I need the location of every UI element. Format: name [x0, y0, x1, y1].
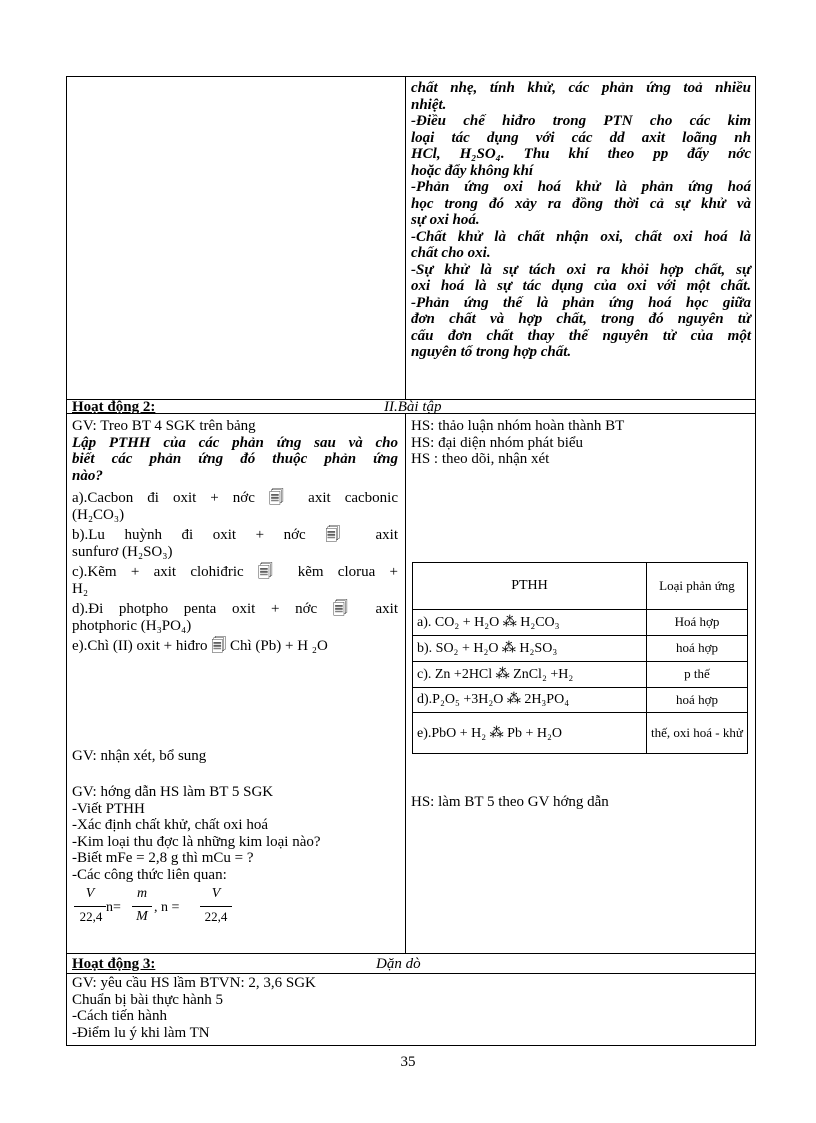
activity2-student-text [411, 418, 751, 468]
reaction-item: b).Lu huỳnh đi oxit + nớc 🗐 axit [72, 527, 398, 543]
exercise5-guide [72, 784, 398, 883]
reaction-item: d).Đi photpho penta oxit + nớc 🗐 axit [72, 601, 398, 617]
formula-numerator: m [136, 886, 148, 901]
summary-line: chất nhẹ, tính khử, các phản ứng toả nhiều [411, 80, 751, 96]
student-line: HS: đại diện nhóm phát biểu [411, 434, 584, 451]
guide-line: -Xác định chất khử, chất oxi hoá [72, 817, 268, 833]
summary-line: nhiệt. [411, 96, 447, 113]
activity2-title: II.Bài tập [384, 399, 442, 415]
fraction-bar [74, 906, 106, 907]
col-divider-top [405, 77, 406, 399]
row-divider-3 [67, 953, 755, 954]
summary-line: cấu đơn chất thay thế nguyên tử của một [411, 327, 751, 344]
homework-line: -Điểm lu ý khi làm TN [72, 1024, 210, 1041]
formula-denominator: M [136, 909, 148, 924]
guide-line: -Viết PTHH [72, 800, 145, 817]
summary-line: -Điều chế hiđro trong PTN cho các kim [411, 113, 751, 129]
formula-denominator: 22,4 [204, 909, 228, 924]
formula-numerator: V [211, 886, 221, 901]
reaction-item: photphoric (H₃PO₄) [72, 617, 192, 634]
student-bt5: HS: làm BT 5 theo GV hớng dẫn [411, 794, 609, 810]
guide-line: -Kim loại thu đợc là những kim loại nào? [72, 833, 321, 850]
table-row [413, 713, 748, 754]
table-header-row [413, 563, 748, 610]
homework-line: -Cách tiến hành [72, 1008, 167, 1024]
exercise-prompt-line: biết các phản ứng đó thuộc phản ứng [72, 451, 398, 467]
summary-line: loại tác dụng với các dd axit loãng nh [411, 129, 751, 146]
activity3-heading: Hoạt động 3: [72, 956, 156, 972]
summary-line: học trong đó xảy ra đồng thời cả sự khử và [411, 195, 751, 212]
homework-line: Chuẩn bị bài thực hành 5 [72, 991, 224, 1008]
summary-line: -Phản ứng oxi hoá khử là phản ứng hoá [411, 179, 751, 195]
teacher-line: GV: Treo BT 4 SGK trên bảng [72, 418, 256, 434]
reaction-item: (H₂CO₃) [72, 506, 125, 523]
activity2-teacher-text [72, 418, 398, 655]
exercise-prompt-line: Lập PTHH của các phản ứng sau và cho [72, 434, 398, 451]
guide-line: GV: hớng dẫn HS làm BT 5 SGK [72, 784, 274, 800]
reaction-item: H₂ [72, 580, 89, 597]
reaction-item: a).Cacbon đi oxit + nớc 🗐 axit cacbonic [72, 490, 398, 506]
teacher-feedback: GV: nhận xét, bổ sung [72, 748, 207, 764]
summary-line: HCl, H₂SO₄. Thu khí theo pp đẩy nớc [411, 146, 751, 162]
activity3-text [72, 975, 672, 1041]
student-line: HS : theo dõi, nhận xét [411, 451, 550, 467]
summary-line: nguyên tố trong hợp chất. [411, 344, 572, 360]
equation-cell: a). CO₂ + H₂O ⁂ H₂CO₃ [413, 609, 647, 635]
formula-numerator: V [85, 886, 95, 901]
reaction-item: sunfurơ (H₂SO₃) [72, 543, 173, 560]
exercise-prompt-line: nào? [72, 467, 103, 484]
page-number: 35 [400, 1054, 416, 1070]
equation-cell: e).PbO + H₂ ⁂ Pb + H₂O [413, 713, 647, 754]
table-header-pthh: PTHH [413, 563, 647, 610]
equation-cell: b). SO₂ + H₂O ⁂ H₂SO₃ [413, 635, 647, 661]
reaction-type-cell: hoá hợp [647, 635, 748, 661]
equation-cell: d).P₂O₅ +3H₂O ⁂ 2H₃PO₄ [413, 687, 647, 713]
activity3-title: Dặn dò [376, 956, 421, 972]
guide-line: -Biết mFe = 2,8 g thì mCu = ? [72, 850, 254, 866]
reaction-type-cell: Hoá hợp [647, 609, 748, 635]
summary-line: -Phản ứng thế là phản ứng hoá học giữa [411, 294, 751, 311]
table-row [413, 661, 748, 687]
col-divider-mid [405, 413, 406, 953]
reaction-item: e).Chì (II) oxit + hiđro 🗐 Chì (Pb) + H ₂O [72, 638, 328, 654]
fraction-bar [132, 906, 152, 907]
table-row [413, 635, 748, 661]
formula-text: n= [106, 900, 121, 915]
summary-text [411, 80, 751, 361]
summary-line: sự oxi hoá. [411, 212, 480, 228]
table-row [413, 687, 748, 713]
row-divider-4 [67, 973, 755, 974]
summary-line: hoặc đẩy không khí [411, 162, 534, 179]
reaction-type-cell: thế, oxi hoá - khử [647, 713, 748, 754]
summary-line: đơn chất và hợp chất, trong đó nguyên tử [411, 311, 751, 327]
summary-line: -Chất khử là chất nhận oxi, chất oxi hoá là [411, 228, 751, 245]
table-header-type: Loại phản ứng [647, 563, 748, 610]
reaction-table [412, 562, 748, 754]
reaction-type-cell: p thế [647, 661, 748, 687]
student-line: HS: thảo luận nhóm hoàn thành BT [411, 418, 625, 434]
fraction-bar [200, 906, 232, 907]
formula-denominator: 22,4 [79, 909, 103, 924]
guide-line: -Các công thức liên quan: [72, 866, 227, 883]
summary-line: oxi hoá là sự tác dụng của oxi với một chất. [411, 278, 751, 294]
reaction-type-cell: hoá hợp [647, 687, 748, 713]
summary-line: chất cho oxi. [411, 245, 491, 261]
homework-line: GV: yêu cầu HS lầm BTVN: 2, 3,6 SGK [72, 975, 316, 991]
equation-cell: c). Zn +2HCl ⁂ ZnCl₂ +H₂ [413, 661, 647, 687]
table-row [413, 609, 748, 635]
reaction-item: c).Kẽm + axit clohiđric 🗐 kẽm clorua + [72, 564, 398, 580]
activity2-heading: Hoạt động 2: [72, 399, 156, 415]
summary-line: -Sự khử là sự tách oxi ra khỏi hợp chất, sự [411, 261, 751, 278]
formula-text: , n = [154, 900, 180, 915]
